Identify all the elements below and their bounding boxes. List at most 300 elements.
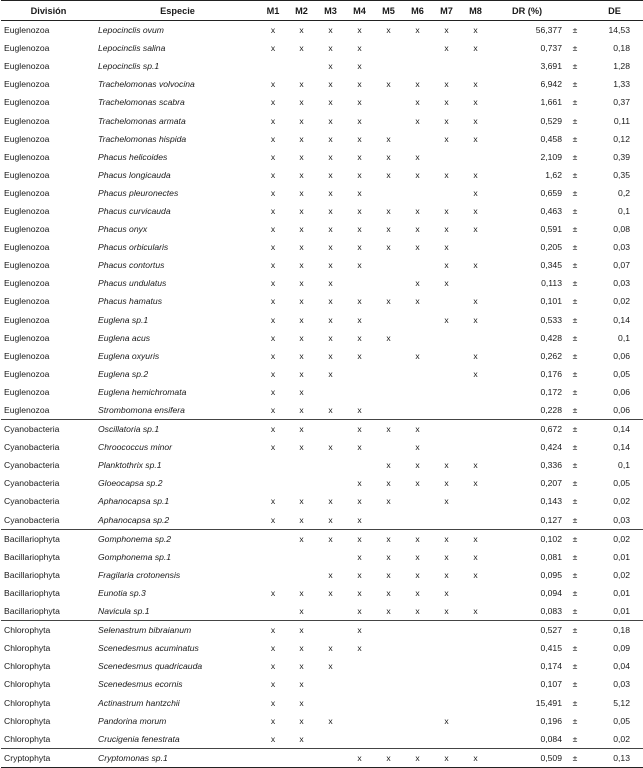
presence-m3-cell: x (328, 43, 333, 54)
presence-m3-cell: x (328, 350, 333, 361)
species-cell: Lepocinclis salina (98, 43, 166, 54)
de-cell: 0,01 (613, 606, 630, 617)
dr-cell: 0,659 (540, 187, 562, 198)
de-cell: 0,06 (613, 386, 630, 397)
table-row (1, 93, 643, 111)
presence-m6-cell: x (415, 460, 420, 471)
dr-cell: 0,262 (540, 350, 562, 361)
dr-cell: 0,107 (540, 679, 562, 690)
plus-minus-cell: ± (564, 420, 586, 439)
presence-m4-cell (345, 456, 374, 474)
presence-m1-cell (259, 474, 287, 492)
presence-m7-cell: x (444, 569, 449, 580)
division-cell: Euglenozoa (4, 151, 50, 162)
species-cell: Fragilaria crotonensis (98, 569, 181, 580)
presence-m7-cell (432, 292, 461, 310)
plus-minus-cell: ± (572, 296, 578, 307)
division-cell: Bacillariophyta (4, 569, 60, 580)
presence-m2-cell: x (299, 643, 304, 654)
table-row (1, 274, 643, 292)
presence-m6-cell: x (415, 296, 420, 307)
presence-m8-cell: x (461, 748, 490, 767)
presence-m8-cell: x (473, 97, 478, 108)
dr-cell: 0,428 (540, 332, 562, 343)
presence-m6-cell (403, 130, 432, 148)
division-cell: Euglenozoa (4, 296, 50, 307)
species-cell: Navicula sp.1 (98, 606, 150, 617)
species-cell: Cryptomonas sp.1 (96, 748, 259, 767)
presence-m3-cell: x (328, 715, 333, 726)
species-cell: Gomphonema sp.2 (96, 529, 259, 548)
table-row (1, 584, 643, 602)
presence-m5-cell (374, 93, 403, 111)
presence-m1-cell: x (270, 278, 276, 289)
presence-m8-cell (461, 329, 490, 347)
presence-m2-cell: x (299, 368, 304, 379)
dr-cell: 0,094 (540, 587, 562, 598)
table-row (1, 148, 643, 166)
presence-m5-cell: x (374, 748, 403, 767)
table-row (1, 511, 643, 530)
division-cell: Bacillariophyta (4, 551, 60, 562)
presence-m1-cell: x (270, 715, 276, 726)
presence-m7-cell: x (444, 169, 449, 180)
species-cell: Actinastrum hantzchii (98, 697, 180, 708)
table-row (1, 184, 643, 202)
presence-m6-cell (403, 365, 432, 383)
presence-m5-cell (374, 639, 403, 657)
presence-m2-cell: x (299, 405, 304, 416)
plus-minus-cell: ± (572, 242, 578, 253)
de-cell: 1,28 (613, 61, 630, 72)
table-row (1, 420, 643, 439)
presence-m1-cell: x (270, 296, 276, 307)
division-cell: Chlorophyta (4, 697, 51, 708)
presence-m3-cell: x (328, 151, 333, 162)
presence-m5-cell (374, 657, 403, 675)
plus-minus-cell: ± (572, 405, 578, 416)
dr-cell: 0,127 (540, 514, 562, 525)
header-m1: M1 (259, 1, 287, 21)
presence-m7-cell: x (444, 115, 449, 126)
presence-m6-cell: x (403, 420, 432, 439)
presence-m8-cell: x (473, 296, 478, 307)
presence-m5-cell (374, 693, 403, 711)
presence-m8-cell (461, 584, 490, 602)
presence-m8-cell: x (473, 551, 478, 562)
plus-minus-cell: ± (572, 587, 578, 598)
presence-m3-cell: x (328, 514, 333, 525)
dr-cell: 3,691 (540, 61, 562, 72)
presence-m2-cell: x (299, 606, 304, 617)
species-cell: Scenedesmus quadricauda (98, 661, 203, 672)
division-cell: Euglenozoa (4, 314, 50, 325)
de-cell: 0,01 (613, 587, 630, 598)
presence-m7-cell: x (444, 133, 449, 144)
presence-m8-cell: x (473, 187, 478, 198)
presence-m6-cell (403, 256, 432, 274)
presence-m7-cell: x (444, 260, 449, 271)
presence-m8-cell (461, 274, 490, 292)
presence-m6-cell: x (415, 242, 420, 253)
header-pm (564, 1, 586, 21)
division-cell: Euglenozoa (4, 133, 50, 144)
species-cell: Phacus onyx (98, 224, 148, 235)
presence-m4-cell: x (357, 296, 362, 307)
dr-cell: 0,172 (540, 386, 562, 397)
presence-m5-cell (374, 383, 403, 401)
table-row (1, 311, 643, 329)
presence-m8-cell: x (473, 478, 478, 489)
species-cell: Euglena hemichromata (98, 386, 187, 397)
presence-m3-cell: x (328, 79, 333, 90)
presence-m5-cell (374, 621, 403, 640)
table-row (1, 693, 643, 711)
division-cell: Euglenozoa (4, 242, 50, 253)
header-m4: M4 (345, 1, 374, 21)
plus-minus-cell: ± (572, 133, 578, 144)
table-row (1, 712, 643, 730)
division-cell: Euglenozoa (4, 332, 50, 343)
dr-cell: 0,458 (540, 133, 562, 144)
presence-m7-cell: x (444, 25, 449, 36)
dr-cell: 0,083 (540, 606, 562, 617)
plus-minus-cell: ± (564, 621, 586, 640)
presence-m6-cell: x (415, 97, 420, 108)
plus-minus-cell: ± (572, 169, 578, 180)
presence-m7-cell: x (444, 205, 449, 216)
presence-m8-cell: x (473, 205, 478, 216)
species-cell: Eunotia sp.3 (98, 587, 146, 598)
de-cell: 0,14 (613, 442, 630, 453)
division-cell: Cryptophyta (1, 748, 96, 767)
presence-m2-cell: x (299, 514, 304, 525)
presence-m1-cell: x (270, 350, 276, 361)
division-cell: Chlorophyta (4, 661, 51, 672)
presence-m7-cell: x (444, 97, 449, 108)
presence-m2-cell (287, 548, 316, 566)
presence-m2-cell: x (299, 733, 304, 744)
presence-m3-cell: x (328, 97, 333, 108)
presence-m3-cell (316, 456, 345, 474)
presence-m5-cell (374, 111, 403, 129)
presence-m4-cell: x (357, 478, 362, 489)
division-cell: Euglenozoa (4, 224, 50, 235)
species-cell: Phacus hamatus (98, 296, 163, 307)
presence-m3-cell (316, 383, 345, 401)
presence-m6-cell (403, 57, 432, 75)
plus-minus-cell: ± (572, 224, 578, 235)
presence-m2-cell: x (299, 442, 304, 453)
presence-m2-cell: x (299, 296, 304, 307)
presence-m1-cell: x (270, 661, 276, 672)
presence-m6-cell: x (415, 551, 420, 562)
division-cell: Chlorophyta (4, 679, 51, 690)
presence-m4-cell: x (357, 314, 362, 325)
presence-m6-cell (403, 639, 432, 657)
presence-m7-cell (432, 639, 461, 657)
presence-m1-cell: x (270, 368, 276, 379)
presence-m8-cell (461, 511, 490, 530)
presence-m8-cell: x (461, 529, 490, 548)
table-row (1, 639, 643, 657)
plus-minus-cell: ± (572, 661, 578, 672)
table-row (1, 292, 643, 310)
presence-m5-cell: x (386, 224, 391, 235)
presence-m2-cell: x (299, 151, 304, 162)
header-m5: M5 (374, 1, 403, 21)
presence-m6-cell (403, 511, 432, 530)
presence-m5-cell (374, 39, 403, 57)
species-cell: Phacus pleuronectes (98, 187, 179, 198)
presence-m7-cell: x (444, 242, 449, 253)
presence-m5-cell: x (386, 242, 391, 253)
presence-m3-cell: x (328, 25, 333, 36)
presence-m1-cell: x (270, 242, 276, 253)
species-cell: Aphanocapsa sp.1 (98, 496, 170, 507)
presence-m4-cell (345, 274, 374, 292)
presence-m1-cell: x (270, 97, 276, 108)
de-cell: 0,35 (613, 169, 630, 180)
table-row (1, 75, 643, 93)
presence-m1-cell: x (270, 679, 276, 690)
presence-m7-cell (432, 383, 461, 401)
presence-m3-cell: x (316, 529, 345, 548)
species-cell: Crucigenia fenestrata (98, 733, 180, 744)
presence-m7-cell: x (444, 460, 449, 471)
presence-m4-cell: x (357, 187, 362, 198)
de-cell: 0,14 (586, 420, 643, 439)
presence-m8-cell (461, 238, 490, 256)
presence-m5-cell (374, 311, 403, 329)
table-row (1, 748, 643, 767)
table-row (1, 21, 643, 40)
dr-cell: 0,084 (540, 733, 562, 744)
presence-m7-cell (432, 657, 461, 675)
division-cell: Cyanobacteria (4, 514, 60, 525)
division-cell: Cyanobacteria (4, 442, 60, 453)
presence-m2-cell: x (299, 314, 304, 325)
presence-m1-cell: x (270, 643, 276, 654)
dr-cell: 0,591 (540, 224, 562, 235)
presence-m4-cell: x (357, 551, 362, 562)
table-row (1, 39, 643, 57)
de-cell: 0,03 (613, 242, 630, 253)
dr-cell: 1,62 (545, 169, 562, 180)
presence-m5-cell: x (386, 133, 391, 144)
presence-m1-cell: x (270, 79, 276, 90)
de-cell: 1,33 (613, 79, 630, 90)
header-dr: DR (%) (490, 1, 564, 21)
header-de: DE (586, 1, 643, 21)
presence-m1-cell: x (270, 205, 276, 216)
dr-cell: 0,509 (490, 748, 564, 767)
presence-m7-cell (432, 693, 461, 711)
presence-m4-cell (345, 730, 374, 749)
plus-minus-cell: ± (572, 278, 578, 289)
presence-m7-cell: x (444, 278, 449, 289)
presence-m7-cell: x (444, 587, 449, 598)
species-cell: Gloeocapsa sp.2 (98, 478, 163, 489)
de-cell: 0,07 (613, 260, 630, 271)
table-row (1, 329, 643, 347)
presence-m3-cell: x (328, 405, 333, 416)
dr-cell: 0,143 (540, 496, 562, 507)
presence-m3-cell: x (328, 205, 333, 216)
presence-m8-cell: x (473, 350, 478, 361)
presence-m7-cell (432, 329, 461, 347)
de-cell: 0,18 (613, 43, 630, 54)
presence-m1-cell: x (270, 386, 276, 397)
presence-m1-cell: x (270, 442, 276, 453)
presence-m5-cell: x (386, 496, 391, 507)
presence-m3-cell (316, 621, 345, 640)
presence-m2-cell: x (299, 350, 304, 361)
species-cell: Phacus contortus (98, 260, 165, 271)
presence-m1-cell: x (259, 420, 287, 439)
presence-m5-cell: x (386, 296, 391, 307)
de-cell: 0,01 (613, 551, 630, 562)
presence-m5-cell: x (386, 478, 391, 489)
de-cell: 0,02 (613, 496, 630, 507)
presence-m4-cell: x (357, 442, 362, 453)
presence-m2-cell (287, 57, 316, 75)
presence-m5-cell: x (374, 420, 403, 439)
species-cell: Trachelomonas hispida (98, 133, 187, 144)
presence-m6-cell: x (415, 442, 420, 453)
presence-m4-cell: x (357, 169, 362, 180)
presence-m2-cell: x (299, 115, 304, 126)
presence-m4-cell (345, 675, 374, 693)
presence-m3-cell: x (328, 278, 333, 289)
presence-m8-cell: x (473, 133, 478, 144)
presence-m1-cell: x (270, 151, 276, 162)
presence-m5-cell (374, 511, 403, 530)
presence-m7-cell: x (444, 478, 449, 489)
dr-cell: 2,109 (540, 151, 562, 162)
dr-cell: 56,377 (535, 25, 562, 36)
presence-m5-cell: x (386, 551, 391, 562)
presence-m7-cell (432, 420, 461, 439)
species-cell: Scenedesmus acuminatus (98, 643, 199, 654)
presence-m2-cell: x (287, 420, 316, 439)
dr-cell: 0,533 (540, 314, 562, 325)
table-row (1, 347, 643, 365)
division-cell: Cyanobacteria (4, 496, 60, 507)
presence-m2-cell: x (299, 260, 304, 271)
table-row (1, 166, 643, 184)
presence-m4-cell: x (345, 621, 374, 640)
plus-minus-cell: ± (572, 61, 578, 72)
presence-m4-cell: x (357, 569, 362, 580)
header-m3: M3 (316, 1, 345, 21)
presence-m6-cell (403, 657, 432, 675)
presence-m2-cell (287, 474, 316, 492)
presence-m6-cell (403, 401, 432, 420)
presence-m4-cell (345, 383, 374, 401)
presence-m8-cell: x (473, 569, 478, 580)
presence-m8-cell (461, 148, 490, 166)
presence-m1-cell: x (270, 332, 276, 343)
de-cell: 0,04 (613, 661, 630, 672)
dr-cell: 0,228 (540, 405, 562, 416)
presence-m4-cell (345, 657, 374, 675)
presence-m2-cell: x (299, 242, 304, 253)
presence-m8-cell (461, 383, 490, 401)
dr-cell: 0,196 (540, 715, 562, 726)
header-m6: M6 (403, 1, 432, 21)
table-row (1, 529, 643, 548)
presence-m6-cell (403, 712, 432, 730)
presence-m4-cell: x (357, 97, 362, 108)
division-cell: Euglenozoa (4, 278, 50, 289)
de-cell: 0,03 (613, 278, 630, 289)
dr-cell: 0,529 (540, 115, 562, 126)
presence-m8-cell: x (473, 606, 478, 617)
species-cell: Euglena acus (98, 332, 151, 343)
presence-m4-cell: x (357, 514, 362, 525)
presence-m3-cell: x (328, 115, 333, 126)
presence-m3-cell: x (328, 587, 333, 598)
presence-m6-cell: x (415, 587, 420, 598)
plus-minus-cell: ± (572, 679, 578, 690)
presence-m1-cell (259, 602, 287, 621)
presence-m7-cell: x (432, 748, 461, 767)
presence-m6-cell (403, 492, 432, 510)
division-cell: Bacillariophyta (4, 587, 60, 598)
presence-m2-cell: x (299, 332, 304, 343)
presence-m5-cell: x (386, 606, 391, 617)
plus-minus-cell: ± (572, 151, 578, 162)
presence-m5-cell: x (386, 569, 391, 580)
presence-m1-cell: x (270, 115, 276, 126)
de-cell: 0,1 (618, 460, 630, 471)
table-row (1, 548, 643, 566)
plus-minus-cell: ± (572, 514, 578, 525)
plus-minus-cell: ± (572, 43, 578, 54)
division-cell: Euglenozoa (4, 25, 50, 36)
presence-m5-cell (374, 347, 403, 365)
division-cell: Euglenozoa (4, 405, 50, 416)
presence-m8-cell: x (473, 368, 478, 379)
species-cell: Strombomona ensifera (98, 405, 185, 416)
presence-m6-cell: x (415, 606, 420, 617)
presence-m8-cell (461, 693, 490, 711)
division-cell: Euglenozoa (4, 205, 50, 216)
presence-m2-cell: x (299, 43, 304, 54)
presence-m6-cell (403, 675, 432, 693)
presence-m5-cell (374, 274, 403, 292)
presence-m5-cell (374, 730, 403, 749)
presence-m4-cell: x (345, 748, 374, 767)
species-cell: Lepocinclis sp.1 (98, 61, 160, 72)
presence-m7-cell (432, 148, 461, 166)
species-cell: Aphanocapsa sp.2 (98, 514, 170, 525)
presence-m3-cell (316, 420, 345, 439)
presence-m8-cell: x (473, 25, 478, 36)
dr-cell: 0,205 (540, 242, 562, 253)
table-row (1, 566, 643, 584)
presence-m7-cell (432, 511, 461, 530)
table-row (1, 365, 643, 383)
division-cell: Euglenozoa (4, 43, 50, 54)
division-cell: Euglenozoa (4, 169, 50, 180)
presence-m3-cell: x (328, 260, 333, 271)
presence-m2-cell: x (299, 133, 304, 144)
presence-m8-cell (461, 621, 490, 640)
presence-m4-cell: x (357, 25, 362, 36)
presence-m2-cell: x (299, 679, 304, 690)
